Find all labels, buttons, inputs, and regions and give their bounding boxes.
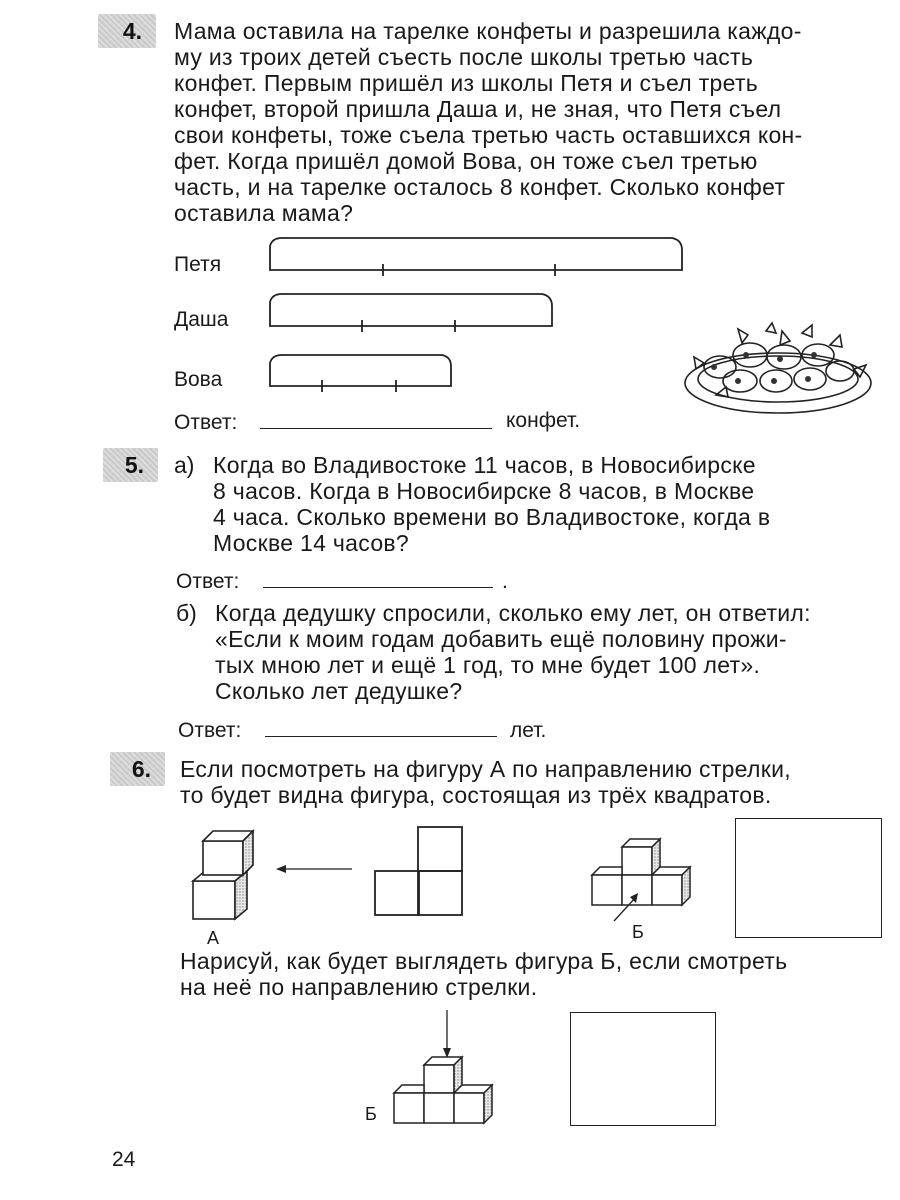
- task-5-b-text: [215, 600, 875, 704]
- task-6-number: 6.: [110, 752, 165, 786]
- task-4-line: фет. Когда пришёл домой Вова, он тоже съел третью: [174, 148, 758, 174]
- task-5-a-line: 4 часа. Сколько времени во Владивостоке, когда в: [213, 504, 771, 530]
- figure-a-label: А: [207, 928, 220, 948]
- candy-plate-illustration: [680, 315, 875, 420]
- task-5-a-answer-field[interactable]: [263, 587, 493, 588]
- petya-segment: [270, 238, 682, 270]
- task-6-draw-instruction: [180, 948, 880, 1000]
- drawing-box-answer[interactable]: [570, 1012, 716, 1126]
- task-4-line: оставила мама?: [174, 200, 354, 226]
- task-4-line: конфет. Первым пришёл из школы Петя и съел треть: [174, 70, 759, 96]
- figure-a-cubes: [185, 825, 265, 925]
- page-number: 24: [112, 1148, 136, 1171]
- task-5-a-answer-label: Ответ:: [176, 570, 240, 593]
- task-5-a-line: 8 часов. Когда в Новосибирске 8 часов, в Москве: [213, 478, 755, 504]
- task-5-a-line: Когда во Владивостоке 11 часов, в Новосибирске: [213, 452, 756, 478]
- task-5-b-marker: б): [176, 600, 197, 626]
- task-5-a-line: Москве 14 часов?: [213, 530, 410, 556]
- dasha-label: Даша: [174, 308, 229, 331]
- task-5-a-text: [213, 452, 875, 556]
- petya-label: Петя: [174, 253, 222, 276]
- figure-b-label: Б: [632, 922, 644, 942]
- task-4-line: Мама оставила на тарелке конфеты и разрешила каждо-: [174, 18, 802, 44]
- figure-b-cubes-large: [388, 1055, 498, 1130]
- task-5-b-line: «Если к моим годам добавить ещё половину прожи-: [215, 626, 787, 652]
- task-5-b-line: Сколько лет дедушке?: [215, 678, 463, 704]
- arrow-left: [276, 862, 356, 876]
- figure-b2-label: Б: [365, 1104, 377, 1124]
- task-4-line: му из троих детей съесть после школы третью часть: [174, 44, 754, 70]
- three-squares-view: [374, 825, 466, 917]
- task-5-number: 5.: [103, 448, 158, 482]
- task-5-a-answer-end: .: [502, 570, 508, 593]
- arrow-down: [440, 1010, 454, 1058]
- task-5-a-marker: а): [174, 452, 195, 478]
- dasha-segment: [270, 294, 552, 326]
- task-5-b-answer-unit: лет.: [510, 719, 547, 742]
- drawing-box-example[interactable]: [735, 818, 882, 938]
- task-6-draw-line: на неё по направлению стрелки.: [180, 974, 538, 1000]
- task-6-intro-line: Если посмотреть на фигуру А по направлению стрелки,: [180, 756, 791, 782]
- figure-b-cubes: [588, 835, 698, 930]
- task-6-draw-line: Нарисуй, как будет выглядеть фигура Б, если смотреть: [180, 948, 788, 974]
- vova-label: Вова: [174, 368, 223, 391]
- task-5-b-line: Когда дедушку спросили, сколько ему лет, он ответил:: [215, 600, 811, 626]
- task-4-line: свои конфеты, тоже съела третью часть оставшихся кон-: [174, 122, 803, 148]
- task-6-intro: [180, 756, 880, 808]
- task-4-line: часть, и на тарелке осталось 8 конфет. Сколько конфет: [174, 174, 786, 200]
- vova-segment: [270, 355, 451, 386]
- task-6-intro-line: то будет видна фигура, состоящая из трёх квадратов.: [180, 782, 772, 808]
- task-5-b-answer-label: Ответ:: [178, 719, 242, 742]
- task-4-line: конфет, второй пришла Даша и, не зная, что Петя съел: [174, 96, 782, 122]
- task-4-answer-unit: конфет.: [506, 409, 581, 432]
- task-4-answer-label: Ответ:: [174, 411, 238, 434]
- task-5-b-line: тых мною лет и ещё 1 год, то мне будет 100 лет».: [215, 652, 761, 678]
- task-4-answer-field[interactable]: [260, 428, 492, 429]
- task-5-b-answer-field[interactable]: [265, 736, 497, 737]
- task-4-number: 4.: [98, 14, 156, 48]
